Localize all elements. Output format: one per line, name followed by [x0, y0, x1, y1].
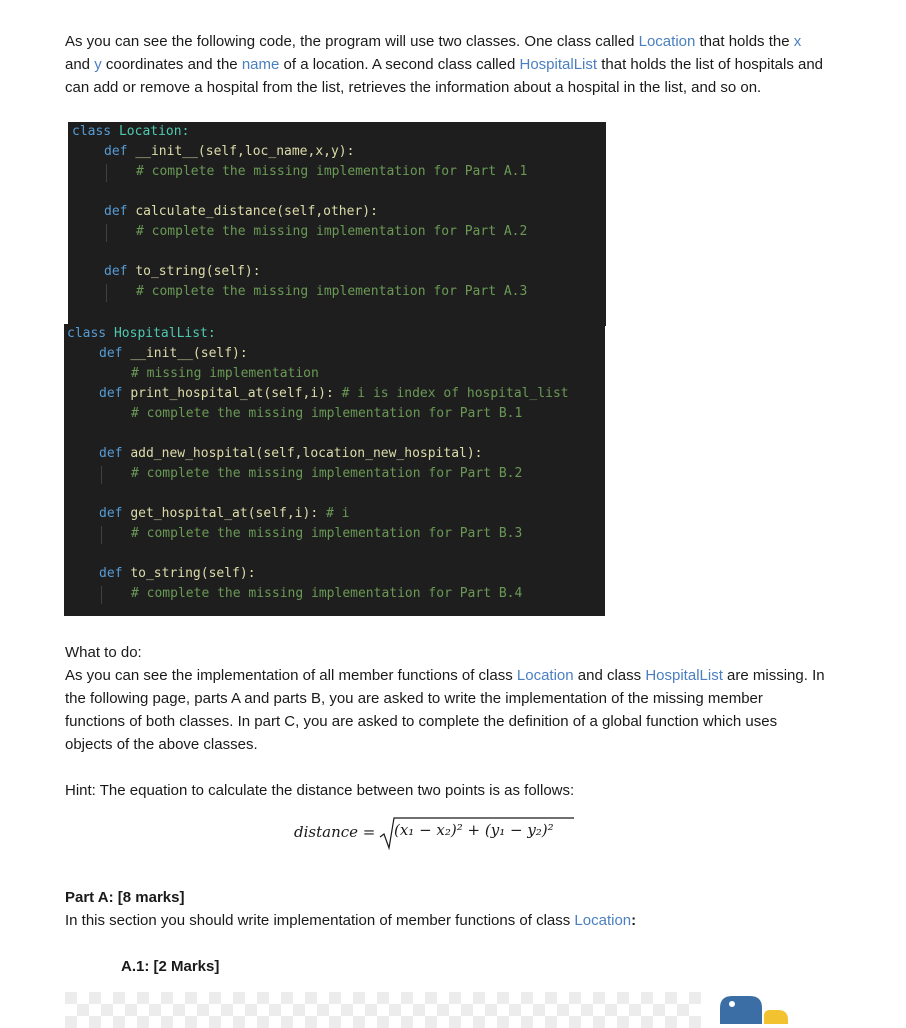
code-comment: # complete the missing implementation for Part A.2	[136, 224, 528, 239]
checker-square	[425, 1016, 437, 1028]
checker-square	[545, 1016, 557, 1028]
indent-guide	[101, 466, 102, 484]
checker-square	[185, 1016, 197, 1028]
what-to-do-paragraph: As you can see the implementation of all member functions of class Location and class HospitalList are missing. In the following page, parts A and parts B, you are asked to write the implementation of the missing member functions of both classes. In part C, you are asked to complete the definition of a global function which uses objects of the above classes.	[65, 667, 825, 753]
checker-square	[653, 1004, 665, 1016]
checker-square	[401, 992, 413, 1004]
checker-square	[533, 1004, 545, 1016]
part-a-paragraph: In this section you should write implementation of member functions of class Location:	[65, 912, 637, 929]
checker-square	[377, 1016, 389, 1028]
code-comment: # complete the missing implementation for Part A.3	[136, 284, 528, 299]
checker-square	[353, 992, 365, 1004]
checker-square	[593, 992, 605, 1004]
checker-square	[377, 992, 389, 1004]
checker-square	[77, 1004, 89, 1016]
location-class-ref: Location	[638, 33, 696, 50]
checker-square	[245, 1004, 257, 1016]
checker-square	[233, 992, 245, 1004]
checker-square	[269, 1004, 281, 1016]
indent-guide	[106, 284, 107, 302]
checker-square	[365, 1004, 377, 1016]
indent-guide	[106, 224, 107, 242]
checker-square	[341, 1004, 353, 1016]
checker-square	[557, 1004, 569, 1016]
checker-square	[113, 1016, 125, 1028]
part-a-heading: Part A: [8 marks]	[65, 889, 185, 906]
checker-square	[329, 1016, 341, 1028]
checker-square	[509, 1004, 521, 1016]
checker-square	[101, 1004, 113, 1016]
code-line: def to_string(self):	[104, 264, 261, 279]
checker-square	[617, 992, 629, 1004]
code-line: def print_hospital_at(self,i): # i is index of hospital_list	[99, 386, 569, 401]
checkerboard-strip	[65, 992, 701, 1024]
intro-text: that holds the list of hospitals and can add or remove a hospital from the list, retrieves the information about a hospital in the list, and so on.	[65, 56, 824, 96]
what-to-do-heading: What to do:	[65, 644, 142, 661]
checker-square	[173, 1004, 185, 1016]
checker-square	[473, 1016, 485, 1028]
checker-square	[641, 1016, 653, 1028]
indent-guide	[101, 526, 102, 544]
hospitallist-code-block	[64, 324, 605, 616]
intro-text: that holds the	[695, 33, 794, 50]
name-ref: name	[241, 56, 280, 73]
checker-square	[521, 992, 533, 1004]
checker-square	[233, 1016, 245, 1028]
code-line: class HospitalList:	[67, 326, 216, 341]
checker-square	[389, 1004, 401, 1016]
x-ref: x	[793, 33, 802, 50]
code-line: def __init__(self,loc_name,x,y):	[104, 144, 355, 159]
checker-square	[545, 992, 557, 1004]
code-line: def calculate_distance(self,other):	[104, 204, 378, 219]
y-ref: y	[94, 56, 102, 73]
intro-text: As you can see the following code, the program will use two classes. One class called	[65, 33, 639, 50]
indent-guide	[106, 164, 107, 182]
code-comment: # complete the missing implementation for Part B.4	[131, 586, 523, 601]
checker-square	[113, 992, 125, 1004]
intro-text: coordinates and the	[101, 56, 242, 73]
hospitallist-class-ref: HospitalList	[645, 667, 723, 684]
a1-heading: A.1: [2 Marks]	[121, 958, 220, 975]
distance-formula	[294, 815, 594, 851]
checker-square	[209, 1016, 221, 1028]
checker-square	[617, 1016, 629, 1028]
checker-square	[449, 1016, 461, 1028]
hospitallist-class-ref: HospitalList	[519, 56, 598, 73]
hint-text: Hint: The equation to calculate the distance between two points is as follows:	[65, 782, 575, 799]
checker-square	[317, 1004, 329, 1016]
checker-square	[305, 1016, 317, 1028]
checker-square	[449, 992, 461, 1004]
checker-square	[281, 992, 293, 1004]
code-line: def get_hospital_at(self,i): # i	[99, 506, 350, 521]
checker-square	[161, 1016, 173, 1028]
checker-square	[197, 1004, 209, 1016]
code-line: class Location:	[72, 124, 190, 139]
checker-square	[413, 1004, 425, 1016]
checker-square	[329, 992, 341, 1004]
checker-square	[689, 1016, 701, 1028]
checker-square	[89, 992, 101, 1004]
location-class-ref: Location	[516, 667, 574, 684]
checker-square	[149, 1004, 161, 1016]
intro-text: and	[65, 56, 95, 73]
checker-square	[401, 1016, 413, 1028]
checker-square	[497, 992, 509, 1004]
checker-square	[257, 1016, 269, 1028]
code-comment: # complete the missing implementation for Part B.3	[131, 526, 523, 541]
code-line: def add_new_hospital(self,location_new_hospital):	[99, 446, 483, 461]
checker-square	[641, 992, 653, 1004]
checker-square	[221, 1004, 233, 1016]
checker-square	[665, 1016, 677, 1028]
checker-square	[593, 1016, 605, 1028]
checker-square	[665, 992, 677, 1004]
formula-lhs: distance =	[294, 823, 376, 841]
checker-square	[677, 1004, 689, 1016]
code-line: def __init__(self):	[99, 346, 248, 361]
checker-square	[125, 1004, 137, 1016]
checker-square	[521, 1016, 533, 1028]
checker-square	[605, 1004, 617, 1016]
checker-square	[461, 1004, 473, 1016]
code-comment: # complete the missing implementation for Part B.1	[131, 406, 523, 421]
checker-square	[89, 1016, 101, 1028]
checker-square	[581, 1004, 593, 1016]
formula-radicand: (x₁ − x₂)² + (y₁ − y₂)²	[394, 821, 554, 839]
checker-square	[629, 1004, 641, 1016]
checker-square	[257, 992, 269, 1004]
checker-square	[425, 992, 437, 1004]
intro-paragraph	[65, 30, 825, 99]
checker-square	[497, 1016, 509, 1028]
code-comment: # complete the missing implementation for Part A.1	[136, 164, 528, 179]
checker-square	[161, 992, 173, 1004]
checker-square	[353, 1016, 365, 1028]
checker-square	[305, 992, 317, 1004]
checker-square	[185, 992, 197, 1004]
indent-guide	[101, 586, 102, 604]
location-code-block	[68, 122, 606, 326]
checker-square	[437, 1004, 449, 1016]
checker-square	[689, 992, 701, 1004]
checker-square	[137, 992, 149, 1004]
checker-square	[569, 992, 581, 1004]
code-comment: # missing implementation	[131, 366, 319, 381]
location-class-ref: Location	[574, 912, 632, 929]
checker-square	[485, 1004, 497, 1016]
code-comment: # complete the missing implementation for Part B.2	[131, 466, 523, 481]
checker-square	[281, 1016, 293, 1028]
checker-square	[65, 1016, 77, 1028]
checker-square	[65, 992, 77, 1004]
checker-square	[293, 1004, 305, 1016]
checker-square	[137, 1016, 149, 1028]
checker-square	[569, 1016, 581, 1028]
python-logo-icon	[708, 990, 792, 1024]
checker-square	[473, 992, 485, 1004]
code-line: def to_string(self):	[99, 566, 256, 581]
checker-square	[209, 992, 221, 1004]
intro-text: of a location. A second class called	[279, 56, 520, 73]
